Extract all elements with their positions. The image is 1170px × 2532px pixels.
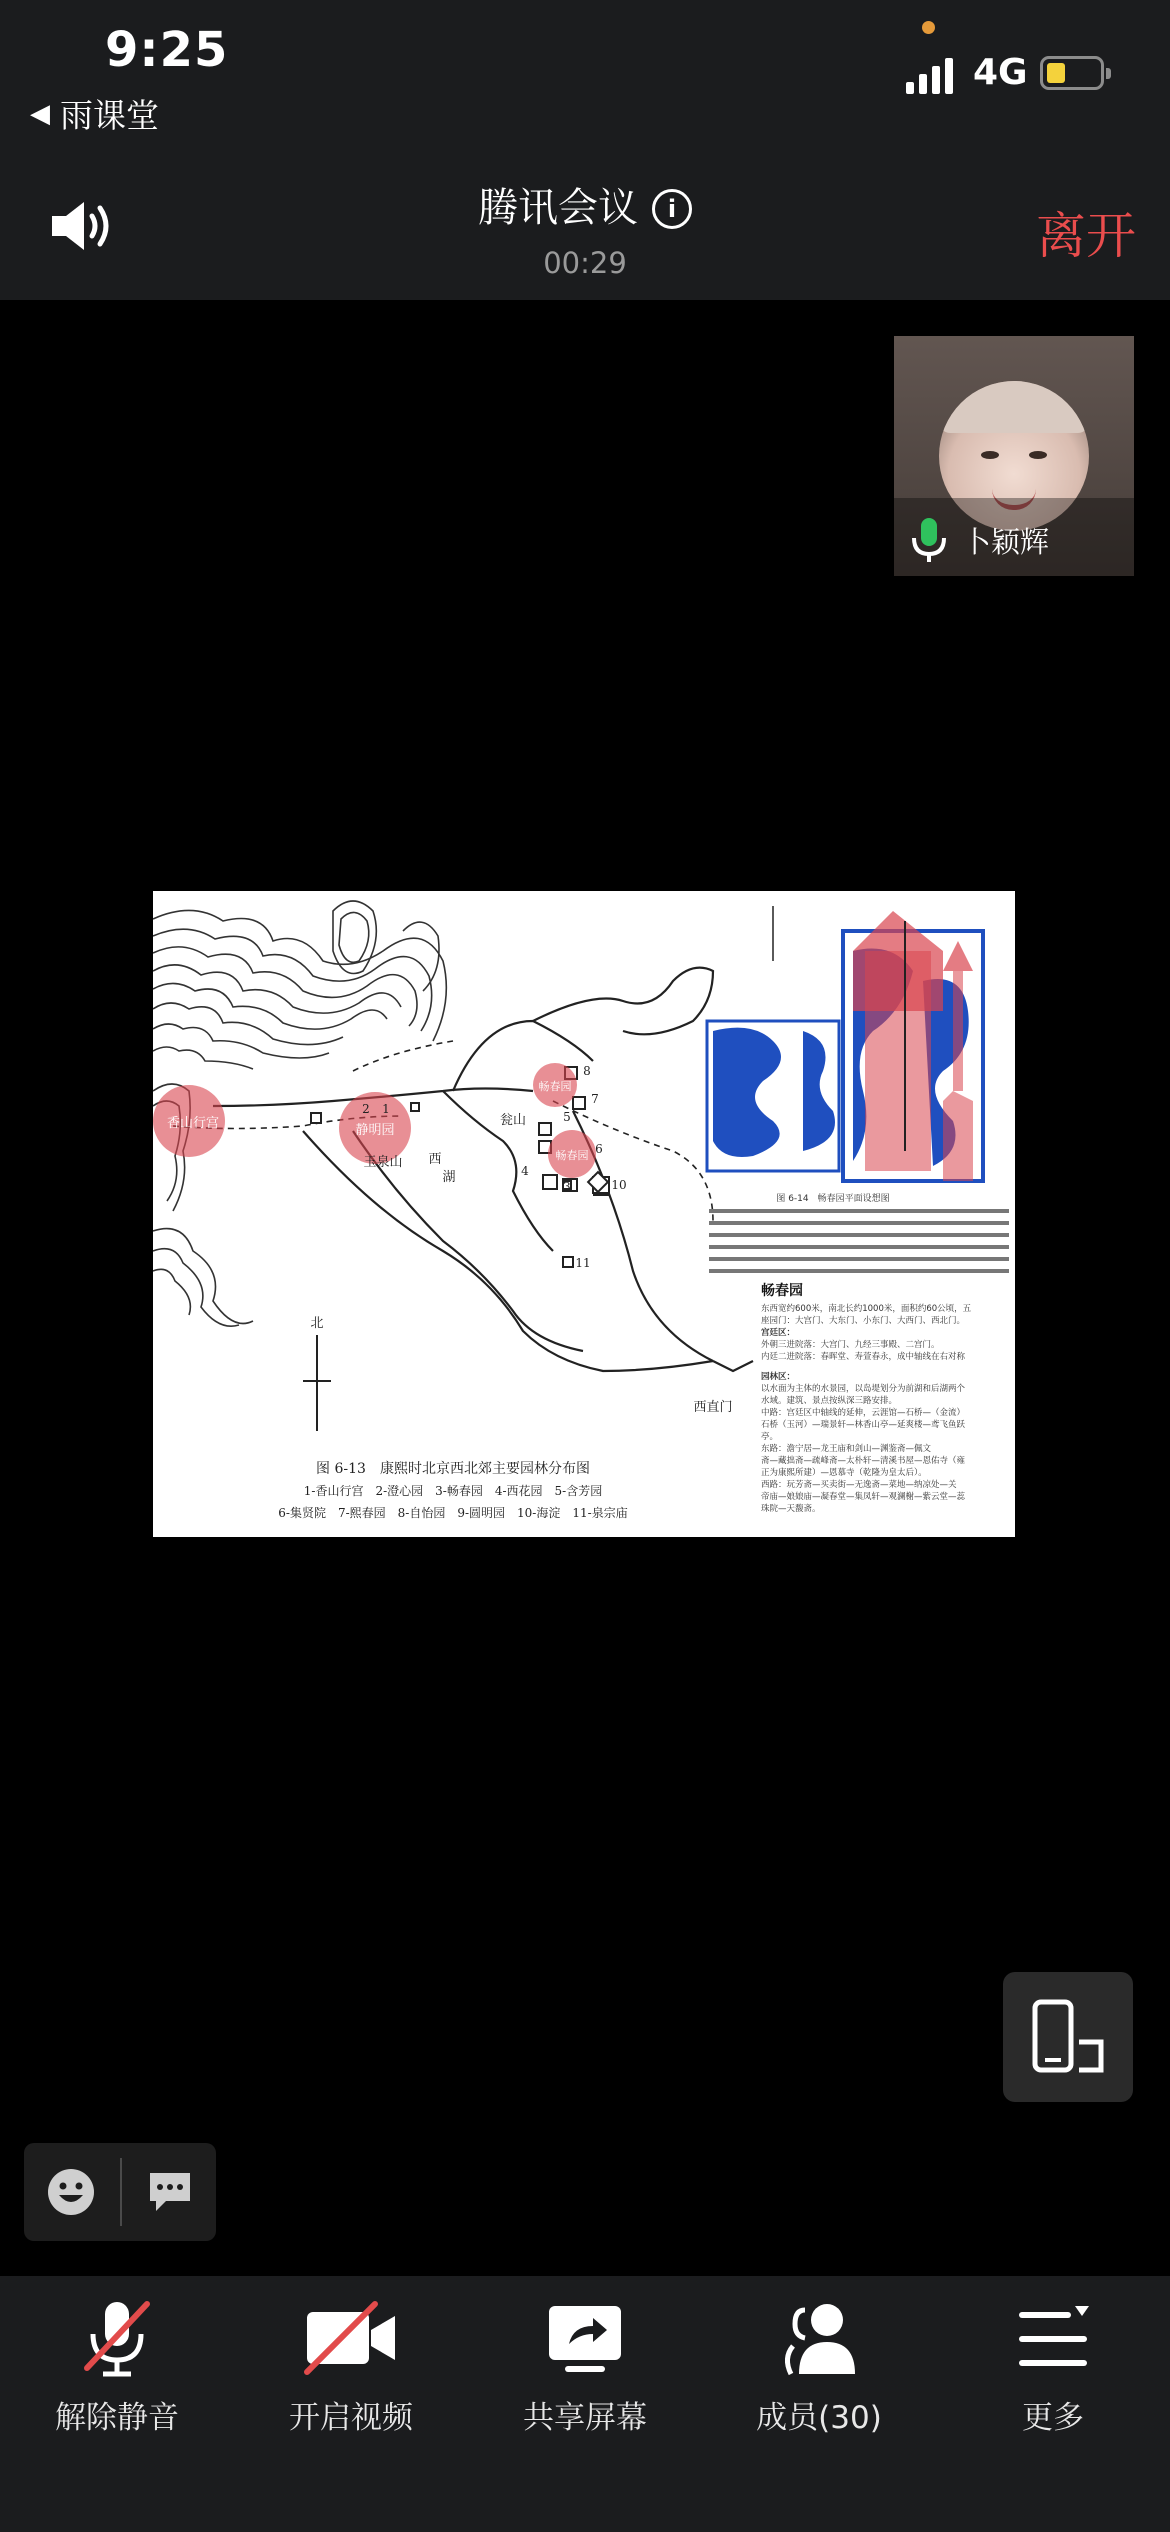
info-line: 亭。 [761, 1432, 779, 1442]
info-line: 内廷二进院落：春晖堂、寿萱春永，成中轴线在右对称 [761, 1352, 966, 1362]
chat-bubble-icon[interactable] [146, 2169, 194, 2215]
members-label: 成员(30) [756, 2400, 882, 2436]
label-wengshan: 瓮山 [499, 1113, 527, 1128]
participant-name-bar [894, 498, 1134, 576]
north-arrow-icon [303, 1335, 331, 1431]
inset-caption: 图 6-14 畅春园平面设想图 [776, 1194, 890, 1204]
muted-mic-icon [67, 2298, 167, 2378]
more-menu-icon [1003, 2298, 1103, 2378]
meeting-timer: 00:29 [543, 246, 627, 280]
info-line: 园林区： [761, 1372, 796, 1382]
info-line: 以水面为主体的水景园，以岛堤划分为前湖和后湖两个 [761, 1384, 966, 1394]
label-xi: 西 [428, 1152, 442, 1167]
label-changchun-lower: 畅春园 [555, 1149, 589, 1162]
caption-line-1: 1-香山行宫 2-澄心园 3-畅春园 4-西花园 5-含芳园 [303, 1484, 603, 1498]
info-line: 宫廷区： [761, 1328, 796, 1338]
back-triangle-icon: ◀ [30, 98, 50, 129]
share-screen-icon [535, 2298, 635, 2378]
label-hu: 湖 [442, 1170, 456, 1185]
map-number-11: 11 [575, 1256, 591, 1270]
reaction-chat-bar [24, 2143, 216, 2241]
info-line: 东西宽约600米，南北长约1000米，面积约60公顷，五 [761, 1304, 972, 1314]
shared-screen-slide [153, 891, 1015, 1537]
start-video-label: 开启视频 [289, 2400, 413, 2436]
share-screen-button[interactable] [468, 2276, 702, 2456]
map-number-3: 3 [563, 1180, 571, 1194]
meeting-title-text: 腾讯会议 [478, 185, 638, 231]
privacy-indicator-dot [922, 21, 935, 34]
map-number-8: 8 [583, 1064, 591, 1078]
divider [120, 2158, 122, 2226]
map-dashed-boundaries [173, 1041, 713, 1221]
map-number-10: 10 [611, 1178, 627, 1192]
cell-signal-icon [906, 58, 958, 94]
network-type: 4G [973, 52, 1028, 93]
label-xiangshan: 香山行宫 [166, 1116, 220, 1131]
unmute-label: 解除静音 [55, 2400, 179, 2436]
info-line: 石桥（玉河）—瑞景轩—林香山亭—延爽楼—鸢飞鱼跃 [761, 1420, 966, 1430]
info-line: 西路：玩芳斋—买卖街—无逸斋—菜地—纳凉处—关 [761, 1480, 957, 1490]
map-number-6: 6 [595, 1142, 603, 1156]
members-button[interactable] [702, 2276, 936, 2456]
mic-active-icon [908, 516, 950, 564]
share-screen-label: 共享屏幕 [523, 2400, 647, 2436]
map-number-2: 2 [362, 1102, 370, 1116]
battery-icon [1040, 56, 1104, 90]
rotate-phone-icon [1003, 1972, 1133, 2102]
info-line: 外朝三进院落：大宫门、九经三事殿、二宫门。 [761, 1340, 940, 1350]
leave-button[interactable]: 离开 [1036, 207, 1136, 265]
label-jingming: 静明园 [355, 1123, 395, 1138]
info-line: 帝庙—娘娘庙—凝春堂—集凤轩—观澜榭—紫云堂—蕊 [761, 1492, 966, 1502]
garden-map-figure [153, 891, 1015, 1537]
info-heading: 畅春园 [761, 1283, 803, 1299]
smiley-icon[interactable] [46, 2167, 96, 2217]
bottom-toolbar [0, 2276, 1170, 2532]
video-off-icon [301, 2298, 401, 2378]
participant-name: 卜颖辉 [962, 525, 1050, 559]
start-video-button[interactable] [234, 2276, 468, 2456]
map-roads [213, 968, 753, 1371]
more-label: 更多 [1022, 2400, 1084, 2436]
label-yuquanshan: 玉泉山 [363, 1155, 403, 1170]
label-north: 北 [310, 1316, 324, 1331]
info-line: 东路：澹宁居—龙王庙和剑山—渊鉴斋—佩文 [761, 1444, 932, 1454]
info-line: 正为康熙所建）—恩慕寺（乾隆为皇太后）。 [761, 1468, 927, 1478]
unmute-button[interactable] [0, 2276, 234, 2456]
map-number-5: 5 [563, 1110, 571, 1124]
members-icon [769, 2298, 869, 2378]
map-number-7: 7 [591, 1092, 599, 1106]
info-line: 斋—藏拙斋—疏峰斋—太朴轩—清溪书屋—恩佑寺（雍 [761, 1456, 966, 1466]
status-time: 9:25 [105, 22, 229, 78]
caption-line-2: 6-集贤院 7-熙春园 8-自怡园 9-圆明园 10-海淀 11-泉宗庙 [278, 1506, 628, 1520]
info-line: 珠院—天馥斋。 [761, 1504, 821, 1514]
map-number-4: 4 [521, 1164, 529, 1178]
info-line: 中路：宫廷区中轴线的延伸，云涯馆—石桥—（金流） [761, 1408, 966, 1418]
rotate-screen-button[interactable] [1003, 1972, 1133, 2102]
back-app-label: 雨课堂 [60, 96, 159, 135]
label-changchun-upper: 畅春园 [538, 1080, 572, 1093]
back-to-app-link[interactable] [30, 90, 159, 137]
info-line: 座园门：大宫门、大东门、小东门、大西门、西北门。 [761, 1316, 966, 1326]
meeting-title[interactable] [0, 176, 1170, 233]
top-bar [0, 0, 1170, 300]
changchun-plan-inset [707, 906, 1009, 1273]
more-button[interactable] [936, 2276, 1170, 2456]
label-xizhimen: 西直门 [693, 1400, 733, 1415]
participant-video-tile[interactable] [894, 336, 1134, 576]
caption-title: 图 6-13 康熙时北京西北郊主要园林分布图 [316, 1461, 590, 1477]
info-line: 水域。建筑、景点按纵深三路安排。 [761, 1396, 898, 1406]
info-block [761, 1282, 972, 1514]
info-icon[interactable]: i [652, 189, 692, 229]
map-number-1: 1 [382, 1102, 390, 1116]
